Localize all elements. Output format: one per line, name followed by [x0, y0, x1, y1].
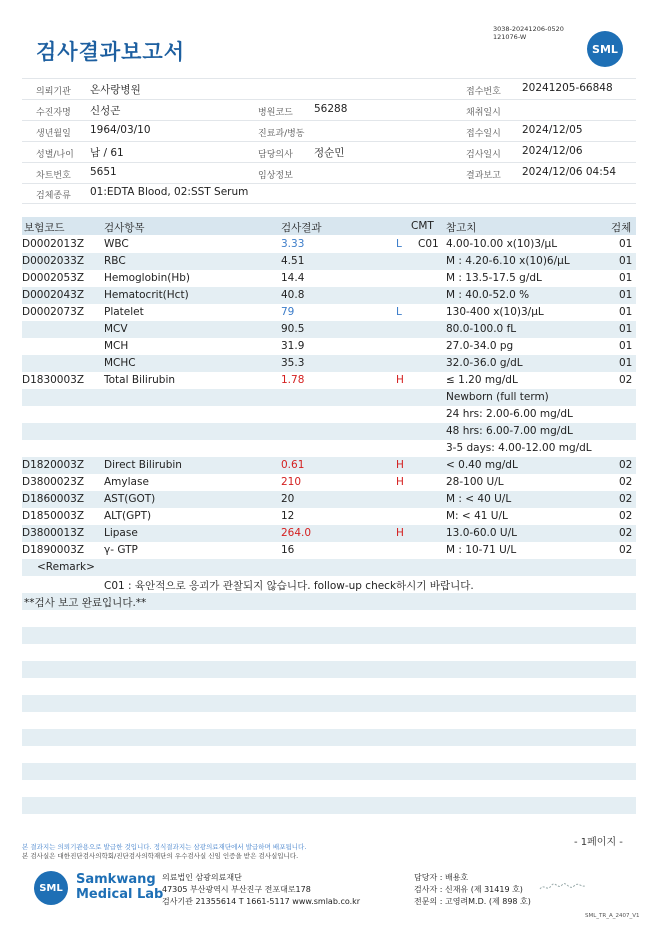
- result-cell: 3.33: [281, 238, 305, 250]
- report-date-label: 결과보고: [466, 171, 501, 181]
- report-complete-text: **검사 보고 완료입니다.**: [24, 597, 147, 609]
- specimen-cell: 01: [619, 289, 633, 301]
- receipt-date-value: 2024/12/05: [522, 124, 583, 136]
- table-stripe: [22, 559, 636, 576]
- collection-date-label: 채취일시: [466, 108, 501, 118]
- result-cell: 40.8: [281, 289, 305, 301]
- receipt-date-label: 접수일시: [466, 129, 501, 139]
- signature-icon: [538, 880, 588, 894]
- form-version: SML_TR_A_2407_V1: [585, 913, 640, 919]
- test-date-value: 2024/12/06: [522, 145, 583, 157]
- flag-cell: H: [396, 527, 404, 539]
- document-number: [493, 25, 564, 41]
- result-cell: 12: [281, 510, 295, 522]
- code-cell: D1890003Z: [22, 544, 85, 556]
- sml-logo-icon: SML: [34, 871, 68, 905]
- footer-note-1: [22, 842, 306, 851]
- birth-value: 1964/03/10: [90, 124, 151, 136]
- table-stripe: [22, 627, 636, 644]
- institution-label: 의뢰기관: [36, 87, 71, 97]
- table-stripe: [22, 661, 636, 678]
- footer-note-1-text: 본 결과지는 의뢰기관용으로 발급한 것입니다. 정식결과지는 삼광의료재단에서 발급하며 배포됩니다.: [22, 843, 307, 851]
- item-cell: MCV: [104, 323, 128, 335]
- code-cell: D0002073Z: [22, 306, 85, 318]
- table-stripe: [22, 729, 636, 746]
- result-cell: 210: [281, 476, 302, 488]
- specimen-cell: 02: [619, 374, 633, 386]
- table-stripe: [22, 695, 636, 712]
- reference-cell: M : 4.20-6.10 x(10)6/μL: [446, 255, 570, 267]
- page-indicator: - 1페이지 -: [574, 837, 623, 848]
- specimen-cell: 01: [619, 357, 633, 369]
- code-cell: D3800023Z: [22, 476, 85, 488]
- reference-cell: M : < 40 U/L: [446, 493, 512, 505]
- item-cell: MCH: [104, 340, 129, 352]
- reference-cell: 27.0-34.0 pg: [446, 340, 514, 352]
- brand-line2: Medical Lab: [76, 887, 164, 902]
- reference-cell: 130-400 x(10)3/μL: [446, 306, 544, 318]
- specimen-cell: 01: [619, 306, 633, 318]
- reference-cell: M: < 41 U/L: [446, 510, 508, 522]
- result-cell: 16: [281, 544, 295, 556]
- table-stripe: [22, 763, 636, 780]
- result-cell: 31.9: [281, 340, 305, 352]
- brand-line1: Samkwang: [76, 872, 156, 887]
- header-rule: [22, 141, 636, 142]
- item-cell: AST(GOT): [104, 493, 156, 505]
- chart-no-label: 차트번호: [36, 171, 71, 181]
- code-cell: D0002033Z: [22, 255, 85, 267]
- code-cell: D0002043Z: [22, 289, 85, 301]
- item-cell: MCHC: [104, 357, 136, 369]
- flag-cell: H: [396, 374, 404, 386]
- specimen-cell: 01: [619, 272, 633, 284]
- reference-cell: M : 40.0-52.0 %: [446, 289, 530, 301]
- corp-name: 의료법인 삼광의료재단: [162, 873, 242, 882]
- reference-cell: 3-5 days: 4.00-12.00 mg/dL: [446, 442, 592, 454]
- reference-cell: 4.00-10.00 x(10)3/μL: [446, 238, 558, 250]
- remark-text: C01 : 육안적으로 응괴가 관찰되지 않습니다. follow-up check하시기 바랍니다.: [104, 580, 474, 592]
- sex-age-value: 남 / 61: [90, 147, 124, 159]
- report-title: 검사결과보고서: [36, 40, 186, 64]
- reference-cell: 80.0-100.0 fL: [446, 323, 517, 335]
- report-date-value: 2024/12/06 04:54: [522, 166, 617, 178]
- flag-cell: L: [396, 306, 402, 318]
- reference-cell: Newborn (full term): [446, 391, 549, 403]
- specimen-cell: 02: [619, 493, 633, 505]
- patient-label: 수진자명: [36, 108, 71, 118]
- flag-cell: H: [396, 476, 404, 488]
- specimen-cell: 02: [619, 527, 633, 539]
- document-number-line1: 3038-20241206-0520: [493, 25, 564, 33]
- header-rule: [22, 203, 636, 204]
- document-number-line2: 121076-W: [493, 33, 527, 41]
- code-cell: D1850003Z: [22, 510, 85, 522]
- item-cell: ALT(GPT): [104, 510, 152, 522]
- staff-manager: 담당자 : 배용호: [414, 873, 469, 882]
- receipt-no-label: 접수번호: [466, 87, 501, 97]
- specimen-cell: 02: [619, 459, 633, 471]
- result-cell: 14.4: [281, 272, 305, 284]
- item-cell: γ- GTP: [104, 544, 138, 556]
- doctor-value: 정순민: [314, 147, 345, 159]
- receipt-no-value: 20241205-66848: [522, 82, 613, 94]
- hospital-code-value: 56288: [314, 103, 348, 115]
- result-cell: 264.0: [281, 527, 312, 539]
- footer-note-2: 본 검사실은 대한진단검사의학회/진단검사의학재단의 우수검사실 신임 인증을 받은 검사실입니다.: [22, 852, 299, 860]
- institution-value: 온사랑병원: [90, 84, 141, 96]
- reference-cell: < 0.40 mg/dL: [446, 459, 518, 471]
- specimen-value: 01:EDTA Blood, 02:SST Serum: [90, 186, 249, 198]
- flag-cell: H: [396, 459, 404, 471]
- col-cmt-header: CMT: [411, 220, 434, 232]
- header-rule: [22, 99, 636, 100]
- hospital-code-label: 병원코드: [258, 108, 293, 118]
- flag-cell: L: [396, 238, 402, 250]
- reference-cell: 32.0-36.0 g/dL: [446, 357, 523, 369]
- item-cell: Hematocrit(Hct): [104, 289, 189, 301]
- code-cell: D1860003Z: [22, 493, 85, 505]
- reference-cell: M : 13.5-17.5 g/dL: [446, 272, 542, 284]
- col-code-header: 보험코드: [24, 222, 65, 234]
- department-label: 진료과/병동: [258, 129, 305, 139]
- reference-cell: 28-100 U/L: [446, 476, 504, 488]
- result-cell: 90.5: [281, 323, 305, 335]
- code-cell: D1830003Z: [22, 374, 85, 386]
- result-cell: 35.3: [281, 357, 305, 369]
- doctor-label: 담당의사: [258, 150, 293, 160]
- col-reference-header: 참고치: [446, 222, 477, 234]
- header-rule: [22, 120, 636, 121]
- item-cell: RBC: [104, 255, 126, 267]
- col-result-header: 검사결과: [281, 222, 322, 234]
- table-stripe: [22, 797, 636, 814]
- result-cell: 0.61: [281, 459, 305, 471]
- code-cell: D0002053Z: [22, 272, 85, 284]
- item-cell: Total Bilirubin: [104, 374, 176, 386]
- reference-cell: 13.0-60.0 U/L: [446, 527, 517, 539]
- result-cell: 1.78: [281, 374, 305, 386]
- item-cell: Direct Bilirubin: [104, 459, 182, 471]
- specimen-cell: 01: [619, 238, 633, 250]
- specimen-cell: 01: [619, 323, 633, 335]
- corp-contact: 검사기관 21355614 T 1661-5117 www.smlab.co.kr: [162, 897, 361, 906]
- col-item-header: 검사항목: [104, 222, 145, 234]
- specimen-label: 검체종류: [36, 191, 71, 201]
- reference-cell: 24 hrs: 2.00-6.00 mg/dL: [446, 408, 573, 420]
- sml-logo-icon: SML: [587, 31, 623, 67]
- item-cell: Platelet: [104, 306, 144, 318]
- item-cell: Amylase: [104, 476, 149, 488]
- specimen-cell: 02: [619, 476, 633, 488]
- brand-name: [76, 872, 163, 902]
- patient-value: 신성곤: [90, 105, 121, 117]
- result-cell: 4.51: [281, 255, 305, 267]
- reference-cell: 48 hrs: 6.00-7.00 mg/dL: [446, 425, 573, 437]
- header-rule: [22, 183, 636, 184]
- specimen-cell: 02: [619, 510, 633, 522]
- corp-address: 47305 부산광역시 부산진구 전포대로178: [162, 885, 311, 894]
- staff-tester: 검사자 : 신재유 (제 31419 호): [414, 885, 523, 894]
- code-cell: D1820003Z: [22, 459, 85, 471]
- specimen-cell: 01: [619, 340, 633, 352]
- reference-cell: M : 10-71 U/L: [446, 544, 517, 556]
- result-cell: 20: [281, 493, 295, 505]
- reference-cell: ≤ 1.20 mg/dL: [446, 374, 518, 386]
- chart-no-value: 5651: [90, 166, 117, 178]
- code-cell: D3800013Z: [22, 527, 85, 539]
- staff-specialist: 전문의 : 고영려M.D. (제 898 호): [414, 897, 531, 906]
- result-cell: 79: [281, 306, 295, 318]
- item-cell: Lipase: [104, 527, 138, 539]
- clinical-info-label: 임상정보: [258, 171, 293, 181]
- birth-label: 생년월일: [36, 129, 71, 139]
- specimen-cell: 02: [619, 544, 633, 556]
- header-rule: [22, 78, 636, 79]
- header-rule: [22, 162, 636, 163]
- item-cell: Hemoglobin(Hb): [104, 272, 191, 284]
- test-date-label: 검사일시: [466, 150, 501, 160]
- remark-label: <Remark>: [37, 561, 95, 573]
- specimen-cell: 01: [619, 255, 633, 267]
- code-cell: D0002013Z: [22, 238, 85, 250]
- col-specimen-header: 검체: [611, 222, 632, 234]
- cmt-cell: C01: [418, 238, 439, 250]
- item-cell: WBC: [104, 238, 129, 250]
- sex-age-label: 성별/나이: [36, 150, 74, 160]
